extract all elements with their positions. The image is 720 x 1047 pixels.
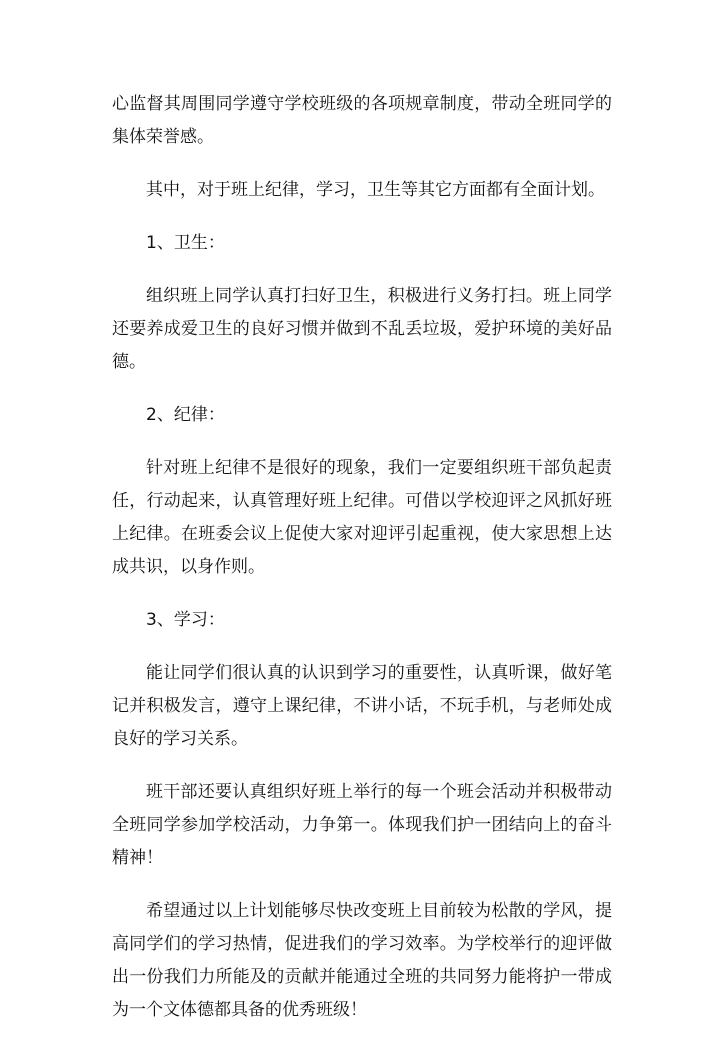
paragraph-conclusion: 希望通过以上计划能够尽快改变班上目前较为松散的学风，提高同学们的学习热情，促进我们的学习效率。为学校举行的迎评做出一份我们力所能及的贡献并能通过全班的共同努力能将护一带成为一个文体德都具备的优秀班级！ [112, 901, 612, 1020]
section-heading-hygiene: 1、卫生： [146, 233, 225, 253]
document-body [112, 88, 612, 1047]
paragraph-discipline: 针对班上纪律不是很好的现象，我们一定要组织班干部负起责任，行动起来，认真管理好班上纪律。可借以学校迎评之风抓好班上纪律。在班委会议上促使大家对迎评引起重视，使大家思想上达成共识，以身作则。 [112, 458, 612, 577]
paragraph-continuation: 心监督其周围同学遵守学校班级的各项规章制度，带动全班同学的集体荣誉感。 [112, 94, 612, 147]
paragraph-study: 能让同学们很认真的认识到学习的重要性，认真听课，做好笔记并积极发言，遵守上课纪律，不讲小话，不玩手机，与老师处成良好的学习关系。 [112, 663, 612, 749]
paragraph-hygiene: 组织班上同学认真打扫好卫生，积极进行义务打扫。班上同学还要养成爱卫生的良好习惯并做到不乱丢垃圾，爱护环境的美好品德。 [112, 286, 612, 372]
paragraph-overview: 其中，对于班上纪律，学习，卫生等其它方面都有全面计划。 [146, 180, 605, 200]
section-heading-study: 3、学习： [146, 610, 225, 630]
paragraph-class-activities: 班干部还要认真组织好班上举行的每一个班会活动并积极带动全班同学参加学校活动，力争第一。体现我们护一团结向上的奋斗精神！ [112, 782, 612, 868]
section-heading-discipline: 2、纪律： [146, 405, 225, 425]
